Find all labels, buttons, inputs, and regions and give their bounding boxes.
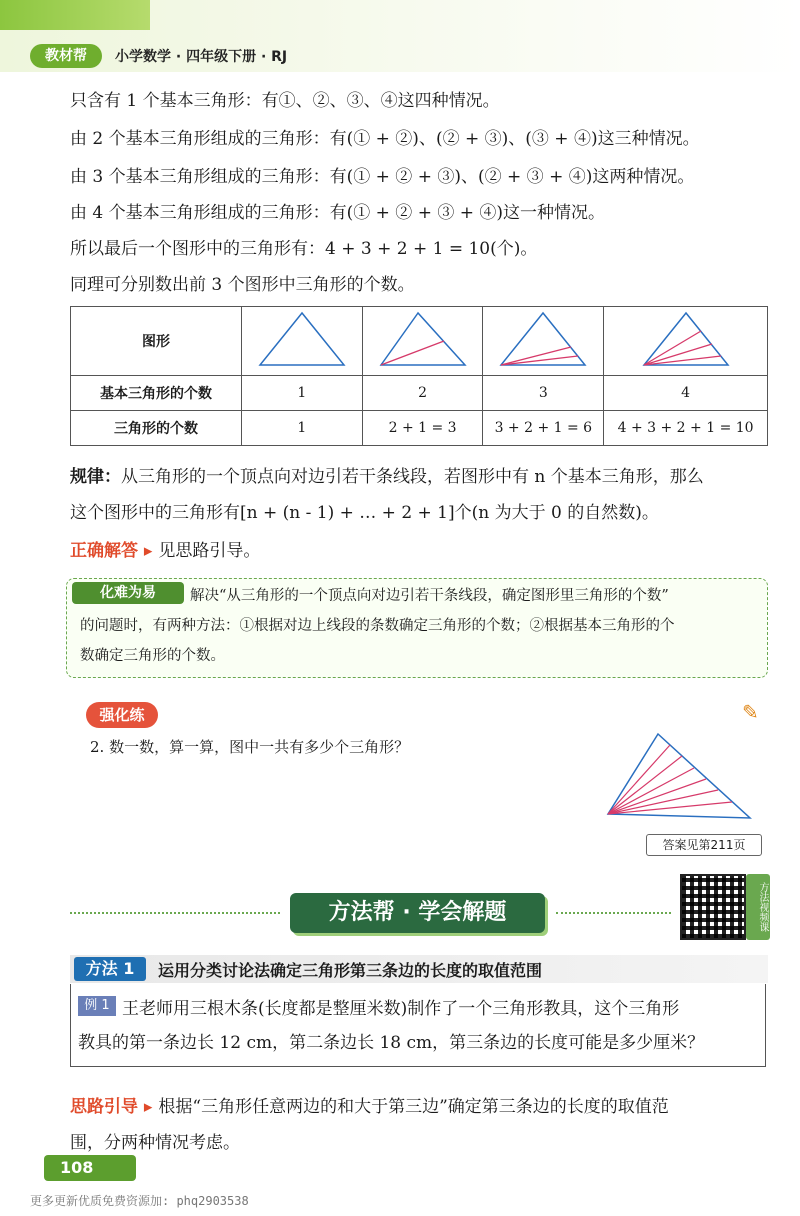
answer-line [70, 536, 260, 561]
answer-text: 见思路引导。 [158, 541, 261, 561]
table-header: 三角形的个数 [71, 411, 242, 446]
arrow-icon: ▸ [138, 1097, 159, 1117]
watermark: 更多更新优质免费资源加: phq2903538 [30, 1194, 249, 1208]
body-line: 同理可分别数出前 3 个图形中三角形的个数。 [70, 275, 415, 295]
example-tag: 例 1 [78, 996, 116, 1016]
example-line: 教具的第一条边长 12 cm，第二条边长 18 cm，第三条边的长度可能是多少厘米？ [78, 1033, 705, 1053]
table-header: 图形 [71, 307, 242, 376]
triangle-figure-3 [483, 307, 604, 376]
method-banner: 方法帮 · 学会解题 [290, 893, 545, 933]
table-row [71, 307, 768, 376]
body-line: 由 2 个基本三角形组成的三角形：有(① + ②)、(② + ③)、(③ + ④)这三种情况。 [70, 129, 700, 149]
table-cell: 1 [242, 411, 363, 446]
subject-title: 小学数学 · 四年级下册 · RJ [115, 49, 288, 65]
answer-reference: 答案见第211页 [646, 834, 762, 856]
answer-label: 正确解答 [70, 541, 138, 561]
tip-line: 数确定三角形的个数。 [80, 648, 225, 664]
table-cell: 2 [362, 376, 483, 411]
triangle-figure-1 [242, 307, 363, 376]
tip-label: 化难为易 [72, 582, 184, 604]
tip-line: 的问题时，有两种方法：①根据对边上线段的条数确定三角形的个数；②根据基本三角形的个 [80, 618, 675, 634]
table-row [71, 411, 768, 446]
practice-triangle-figure [600, 730, 760, 825]
table-row [71, 376, 768, 411]
body-line: 由 3 个基本三角形组成的三角形：有(① + ② + ③)、(② + ③ + ④)这两种情况。 [70, 167, 695, 187]
hint-line-1 [70, 1092, 669, 1117]
rule-line-1 [70, 462, 704, 487]
body-line: 所以最后一个图形中的三角形有：4 + 3 + 2 + 1 = 10(个)。 [70, 239, 538, 259]
table-header: 基本三角形的个数 [71, 376, 242, 411]
table-cell: 3 [483, 376, 604, 411]
divider [70, 912, 280, 914]
rule-label: 规律： [70, 467, 121, 487]
triangle-figure-2 [362, 307, 483, 376]
arrow-icon: ▸ [138, 541, 159, 561]
hint-text: 根据“三角形任意两边的和大于第三边”确定第三条边的长度的取值范 [158, 1097, 669, 1117]
tip-line: 解决“从三角形的一个顶点向对边引若干条线段，确定图形里三角形的个数” [190, 588, 669, 604]
body-line: 只含有 1 个基本三角形：有①、②、③、④这四种情况。 [70, 91, 500, 111]
page-number: 108 [44, 1155, 136, 1181]
table-cell: 4 + 3 + 2 + 1 = 10 [604, 411, 768, 446]
hint-line-2: 围，分两种情况考虑。 [70, 1133, 240, 1153]
triangle-figure-4 [604, 307, 768, 376]
example-line: 王老师用三根木条(长度都是整厘米数)制作了一个三角形教具，这个三角形 [122, 999, 680, 1019]
brand-badge: 教材帮 [30, 44, 102, 68]
hint-label: 思路引导 [70, 1097, 138, 1117]
method-tag: 方法 1 [74, 957, 146, 981]
divider [556, 912, 671, 914]
table-cell: 1 [242, 376, 363, 411]
rule-line-2: 这个图形中的三角形有[n + (n - 1) + … + 2 + 1]个(n 为大于 0 的自然数)。 [70, 503, 659, 523]
triangle-count-table [70, 306, 768, 446]
qr-code-icon[interactable] [680, 874, 746, 940]
header-accent [0, 0, 150, 30]
rule-text: 从三角形的一个顶点向对边引若干条线段，若图形中有 n 个基本三角形，那么 [121, 467, 704, 487]
pencil-icon: ✎ [742, 700, 759, 724]
video-tag: 方法视频课 [746, 874, 770, 940]
table-cell: 4 [604, 376, 768, 411]
method-title: 运用分类讨论法确定三角形第三条边的长度的取值范围 [158, 961, 543, 980]
practice-question: 2. 数一数，算一算，图中一共有多少个三角形？ [90, 738, 410, 756]
practice-label: 强化练 [86, 702, 158, 728]
table-cell: 2 + 1 = 3 [362, 411, 483, 446]
table-cell: 3 + 2 + 1 = 6 [483, 411, 604, 446]
body-line: 由 4 个基本三角形组成的三角形：有(① + ② + ③ + ④)这一种情况。 [70, 203, 606, 223]
